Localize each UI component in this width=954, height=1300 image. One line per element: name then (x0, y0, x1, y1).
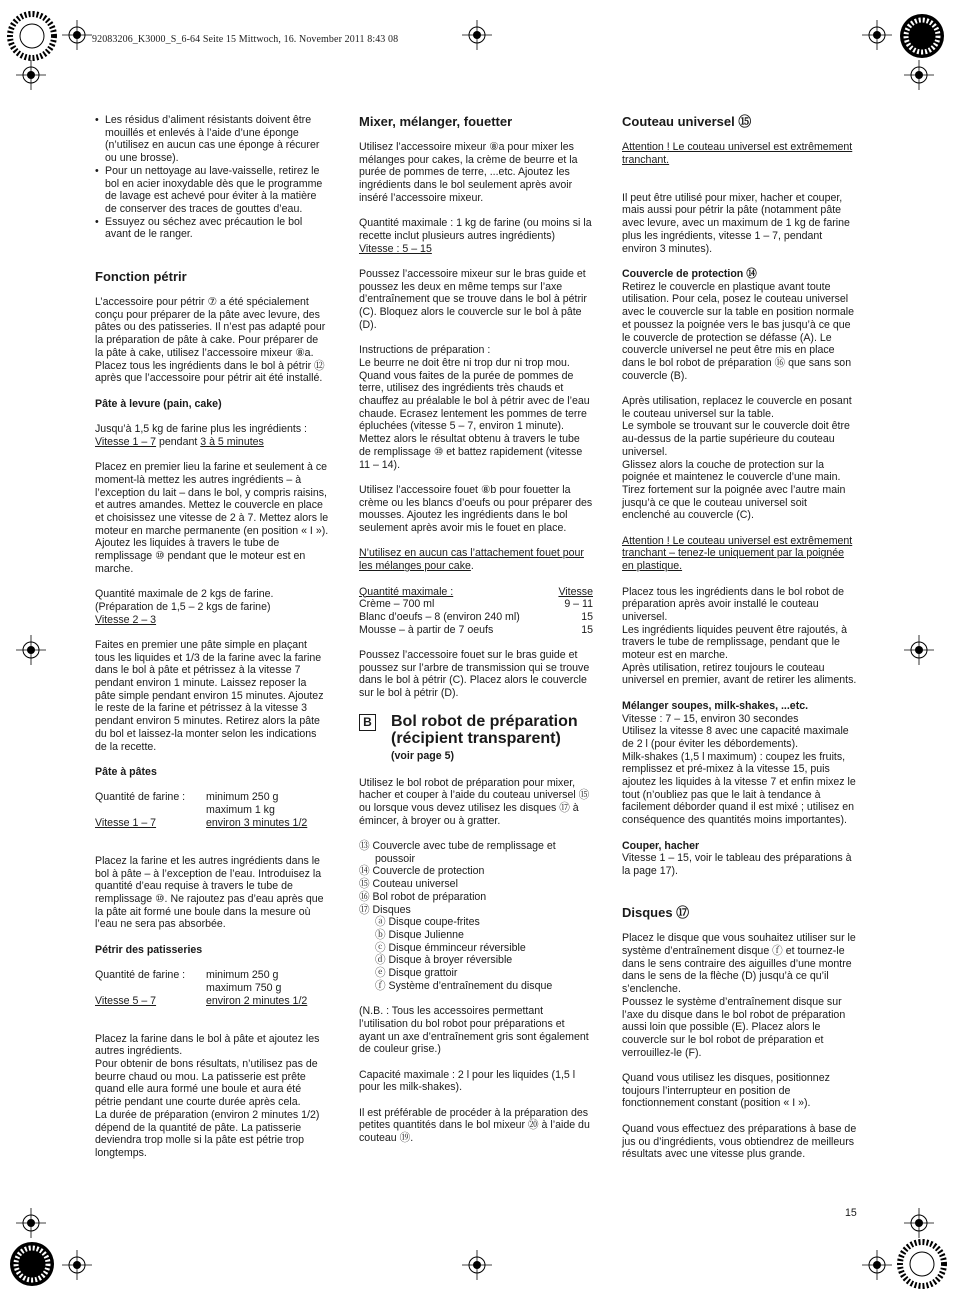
crosshair-mark (16, 60, 46, 90)
registration-mark-top-left (6, 10, 58, 62)
speed-value: Vitesse : 5 – 15 (359, 242, 432, 255)
paragraph: Milk-shakes (1,5 l maximum) : coupez les fruits, remplissez et pré-mixez à la vitesse 15, puis ajoutez les liquides à la vitesse 7 et enfin mixez le tout (n’oubliez pas que le lait à tendance à facilement déborder quand il est mixé ; utilisez en conséquence des quantités moins importantes). (622, 750, 856, 827)
table-row: Blanc d’oeufs – 8 (environ 240 ml) 15 (359, 610, 593, 623)
spec-row: maximum 1 kg (206, 804, 275, 817)
speed-line (95, 436, 329, 449)
paragraph: Quantité maximale de 2 kgs de farine. (95, 588, 274, 601)
paragraph: Quantité maximale : 1 kg de farine (ou moins si la recette inclut plusieurs autres ingrédients) (359, 217, 592, 242)
page-number: 15 (845, 1207, 857, 1219)
section-letter-badge: B (359, 714, 376, 731)
paragraph: La durée de préparation (environ 2 minutes 1/2) dépend de la quantité de pâte. La patisserie deviendra trop molle si la pâte est pétrie trop longtemps. (95, 1108, 320, 1159)
list-item: ⓔ Disque grattoir (375, 967, 458, 980)
paragraph: Jusqu’à 1,5 kg de farine plus les ingrédients : (95, 423, 308, 436)
crosshair-mark (16, 1208, 46, 1238)
section-b-header (359, 713, 593, 763)
text: pendant (156, 435, 201, 448)
warning-line: N’utilisez en aucun cas l’attachement fouet pour les mélanges pour cake. (359, 547, 584, 573)
section-title-disques: Disques ⑰ (622, 905, 690, 921)
paragraph: Poussez l’accessoire mixeur sur le bras guide et poussez les deux en même temps sur l’axe d’entraînement que se trouve dans le bol à pétrir (C). Bloquez alors le couvercle sur le bol à pâte (D). (359, 268, 587, 331)
paragraph: Il est préférable de procéder à la préparation des petites quantités dans le bol mixeur ⑳ à l’aide du couteau ⑲. (359, 1106, 590, 1145)
subsection-title: Couper, hacher (622, 839, 700, 852)
subsection-title: Mélanger soupes, milk-shakes, ...etc. (622, 699, 809, 712)
warning-text: Attention ! Le couteau universel est extrêmement tranchant. (622, 141, 853, 166)
paragraph: Le beurre ne doit être ni trop dur ni trop mou. Quand vous faites de la purée de pommes de terre, utilisez des ingrédients très chauds et chauffez au préalable le bol à pétrir avec de l’eau chaude. Ecrasez lentement les pommes de terre épluchées (vitesse 5 – 7, environ 1 minute). Mettez alors le résultat obtenu à travers le tube de remplissage ⑩ et battez rapidement (vitesse 11 – 14). (359, 356, 590, 471)
spec-row: Vitesse 5 – 7 environ 2 minutes 1/2 (95, 994, 308, 1007)
paragraph: Glissez alors la couche de protection sur la poignée et maintenez le couvercle d’une main. Tirez fortement sur la poignée avec l’autre main jusqu’à ce que le couteau universel soit enclenché au couvercle (C). (622, 458, 846, 522)
paragraph: Utilisez l’accessoire mixeur ⑧a pour mixer les mélanges pour cakes, la crème de beurre et la purée de pommes de terre, ...etc. Ajoutez les ingrédients dans le bol seulement après avoir inséré l’accessoire mixeur. (359, 141, 578, 204)
subsection-title: Pétrir des patisseries (95, 943, 203, 956)
paragraph: Faites en premier une pâte simple en plaçant tous les liquides et 1/3 de la farine avec la farine dans le bol à pâte et pétrissez à la vitesse 7 pendant environ 1 minute. Laissez reposer la pâte simple pendant environ 15 minutes. Ajoutez le reste de la farine et pétrissez à la vitesse 3 pendant environ 5 minutes. Retirez alors la pâte du bol et laissez-la monter selon les indications de la recette. (95, 638, 324, 753)
list-item: • Essuyez ou séchez avec précaution le bol avant de le ranger. (95, 216, 329, 241)
paragraph: (Préparation de 1,5 – 2 kgs de farine) (95, 600, 271, 613)
paragraph: Quand vous utilisez les disques, positionnez toujours l’interrupteur en position de fonctionnement constant (position « I »). (622, 1072, 830, 1110)
crosshair-mark (462, 1250, 492, 1280)
list-item: ⓐ Disque coupe-frites (375, 916, 480, 929)
paragraph: Utilisez le bol robot de préparation pour mixer, hacher et couper à l’aide du couteau universel ⑮ ou lorsque vous devez utilisez les disques ⑰ à émincer, à broyer ou à gratter. (359, 776, 590, 827)
spec-row: Vitesse 1 – 7 environ 3 minutes 1/2 (95, 816, 308, 829)
paragraph: Poussez l’accessoire fouet sur le bras guide et poussez sur l’arbre de transmission qui se trouve dans le bol à pétrir (C). Placez alors le couvercle sur le bol à pétrir (D). (359, 649, 590, 700)
paragraph: Après utilisation, replacez le couvercle en posant le couteau universel sur la table. (622, 395, 852, 420)
print-slug: 92083206_K3000_S_6-64 Seite 15 Mittwoch, 16. November 2011 8:43 08 (92, 34, 399, 45)
list-item: ⓑ Disque Julienne (375, 928, 464, 941)
paragraph: Vitesse 1 – 15, voir le tableau des préparations à la page 17). (622, 852, 852, 877)
crosshair-mark (16, 635, 46, 665)
list-item: ⑯ Bol robot de préparation (359, 890, 487, 903)
table-row: Mousse – à partir de 7 oeufs 15 (359, 623, 593, 636)
section-title-mixer: Mixer, mélanger, fouetter (359, 114, 513, 129)
list-item: ⓓ Disque à broyer réversible (375, 954, 513, 967)
list-item: ⓕ Système d’entraînement du disque (375, 979, 553, 992)
spec-row: maximum 750 g (206, 981, 282, 994)
paragraph: Utilisez l’accessoire fouet ⑧b pour fouetter la crème ou les blancs d’oeufs ou pour préparer des mousses. Ajoutez les ingrédients dans le bol seulement après avoir mis le fouet en place. (359, 483, 593, 535)
paragraph: Il peut être utilisé pour mixer, hacher et couper, mais aussi pour pétrir la pâte (notamment pâte avec levure, avec un maximum de 1 kg de farine plus les ingrédients, vitesse 1 – 7, pendant environ 3 minutes). (622, 191, 850, 255)
crosshair-mark (862, 20, 892, 50)
table-header: Quantité maximale : Vitesse (359, 585, 593, 598)
parts-list (359, 840, 593, 992)
crosshair-mark (62, 20, 92, 50)
paragraph: Vitesse : 7 – 15, environ 30 secondes (622, 712, 799, 725)
table-row: Crème – 700 ml 9 – 11 (359, 598, 593, 611)
paragraph: Placez en premier lieu la farine et seulement à ce moment-là mettez les autres ingrédients – à l’exception du lait – dans le bol, y compris raisins, et autres amandes. Mettez le couvercle en place et choisissez une vitesse de 2 à 7. Mettez alors le moteur en marche permanente (en position « I »). Ajoutez les liquides à travers le tube de remplissage ⑩ pendant que le moteur est en marche. (95, 461, 329, 575)
paragraph: Les ingrédients liquides peuvent être rajoutés, à travers le tube de remplissage, pendant que le moteur est en marche. (622, 623, 847, 662)
list-item: • Les résidus d’aliment résistants doivent être mouillés et enlevés à l’aide d’une éponge (n’utilisez en aucun cas une éponge à récurer ou une brosse). (95, 114, 329, 165)
crosshair-mark (862, 1250, 892, 1280)
list-item: ⑰ Disques (359, 903, 411, 916)
column-right (622, 114, 857, 1174)
paragraph: Placez la farine dans le bol à pâte et ajoutez les autres ingrédients. (95, 1032, 320, 1058)
section-title-couteau: Couteau universel ⑮ (622, 114, 752, 129)
warning-text: Attention ! Le couteau universel est extrêmement tranchant – tenez-le uniquement par la poignée en plastique. (622, 534, 853, 573)
paragraph: Placez la farine et les autres ingrédients dans le bol à pâte – à l’exception de l’eau. Introduisez la quantité d’eau requise à travers le tube de remplissage ⑩. Ne rajoutez pas d’eau après que la pâte ait formé une boule dans la mesure où l’eau ne sera pas absorbée. (95, 854, 324, 931)
paragraph: Poussez le système d’entraînement disque sur l’axe du disque dans le bol robot de préparation aussi loin que possible (E). Placez alors le couvercle sur le bol robot de préparation et verrouillez-le (F). (622, 995, 846, 1059)
list-item: ⑬ Couvercle avec tube de remplissage et poussoir (359, 840, 556, 865)
speed-value: Vitesse 1 – 7 (95, 435, 157, 448)
registration-mark-bottom-right (896, 1238, 948, 1290)
paragraph: Capacité maximale : 2 l pour les liquides (1,5 l pour les milk-shakes). (359, 1068, 576, 1094)
crosshair-mark (904, 1208, 934, 1238)
subsection-title: Pâte à levure (pain, cake) (95, 397, 222, 410)
section-subtitle: (voir page 5) (391, 749, 454, 762)
cleaning-bullets (95, 114, 329, 241)
paragraph: Instructions de préparation : (359, 344, 491, 357)
list-item: ⓒ Disque émminceur réversible (375, 941, 526, 954)
section-title-bol-robot: Bol robot de préparation (récipient transparent) (391, 712, 578, 747)
paragraph: Placez le disque que vous souhaitez utiliser sur le système d’entraînement disque ⓕ et tournez-le dans le sens contraire des aiguilles d’une montre dans le sens de la flèche (D) jusqu’à ce qu’il s’enclenche. (622, 932, 856, 996)
paragraph: L’accessoire pour pétrir ⑦ a été spécialement conçu pour préparer de la pâte avec levure, des pâtes ou des patisseries. Il n’est pas adapté pour la préparation de pâte à cake. Pour préparer de la pâte à cake, utilisez l’accessoire mixeur ⑧a. (95, 296, 326, 359)
warning-text: N’utilisez en aucun cas l’attachement fouet pour les mélanges pour cake (359, 547, 584, 573)
registration-mark-bottom-left (6, 1238, 58, 1290)
column-left (95, 114, 329, 1160)
registration-mark-top-right (896, 10, 948, 62)
section-title-fonction-petrir: Fonction pétrir (95, 269, 187, 285)
spec-row: Quantité de farine : minimum 250 g (95, 969, 279, 982)
spec-row: Quantité de farine : minimum 250 g (95, 791, 279, 804)
subsection-title: Couvercle de protection ⑭ (622, 267, 757, 280)
duration-value: 3 à 5 minutes (200, 435, 264, 448)
crosshair-mark (904, 60, 934, 90)
crosshair-mark (62, 1250, 92, 1280)
crosshair-mark (462, 20, 492, 50)
paragraph: Pour obtenir de bons résultats, n’utilisez pas de beurre chaud ou mou. La patisserie est prête quand elle aura formé une boule et aura été pétrie pendant une courte durée après cela. (95, 1058, 318, 1109)
crosshair-mark (904, 635, 934, 665)
paragraph: Utilisez la vitesse 8 avec une capacité maximale de 2 l (pour éviter les débordements). (622, 725, 849, 750)
subsection-title: Pâte à pâtes (95, 765, 157, 778)
paragraph: Le symbole se trouvant sur le couvercle doit être au-dessus de la partie supérieure du couteau universel. (622, 420, 850, 458)
paragraph: Après utilisation, retirez toujours le couteau universel en premier, avant de retirer les aliments. (622, 661, 857, 687)
list-item: • Pour un nettoyage au lave-vaisselle, retirez le bol en acier inoxydable dès que le programme de lavage est achevé pour éviter à la matière de conserver des traces de gouttes d’eau. (95, 165, 329, 216)
list-item: ⑮ Couteau universel (359, 878, 458, 891)
speed-value: Vitesse 2 – 3 (95, 613, 157, 626)
paragraph: Retirez le couvercle en plastique avant toute utilisation. Pour cela, posez le couteau universel avec le couvercle sur la table en position normale et poussez la poignée vers le bas jusqu’à ce que le couvercle de protection se défasse (A). Le couvercle universel ne peut être mis en place dans le bol robot de préparation ⑯ que sans son couvercle (B). (622, 280, 855, 382)
paragraph: Placez tous les ingrédients dans le bol robot de préparation après avoir installé le couteau universel. (622, 585, 845, 623)
list-item: ⑭ Couvercle de protection (359, 865, 485, 878)
paragraph: Quand vous effectuez des préparations à base de jus ou d’ingrédients, vous obtiendrez de meilleurs résultats avec une vitesse plus grande. (622, 1122, 857, 1161)
paragraph: (N.B. : Tous les accessoires permettant l’utilisation du bol robot pour préparations et ayant un axe d’entraînement gris sont également de couleur grise.) (359, 1005, 589, 1056)
column-middle (359, 114, 593, 1158)
paragraph: Placez tous les ingrédients dans le bol à pétrir ⑫ après que l’accessoire pour pétrir ait été installé. (95, 359, 325, 385)
